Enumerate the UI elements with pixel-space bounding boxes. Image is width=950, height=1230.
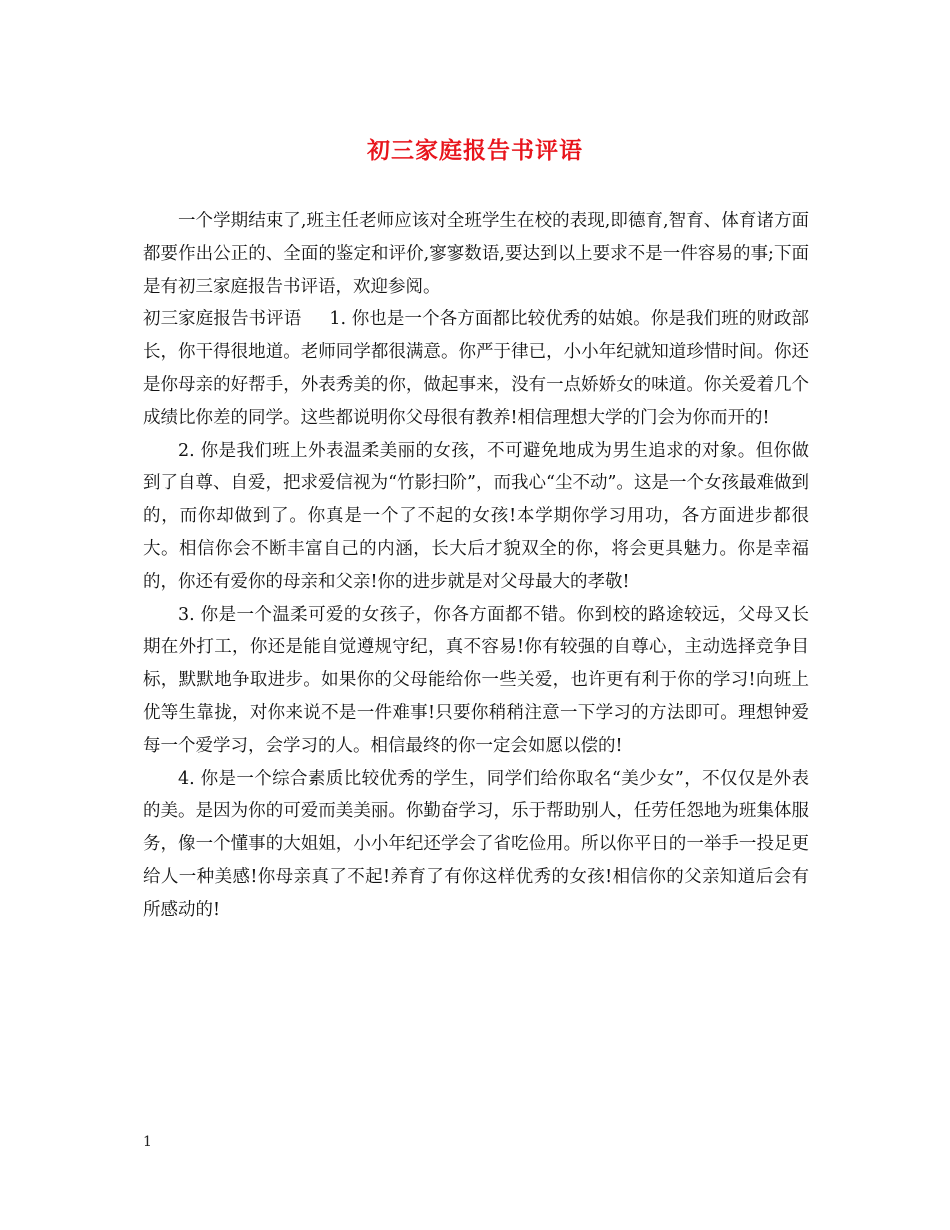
intro-paragraph: 一个学期结束了,班主任老师应该对全班学生在校的表现,即德育,智育、体育诸方面都要作出公正的、全面的鉴定和评价,寥寥数语,要达到以上要求不是一件容易的事;下面是有初三家庭报告书评语，欢迎参阅。 [143, 211, 809, 297]
document-title: 初三家庭报告书评语 [367, 137, 583, 164]
comment-paragraph-1 [143, 303, 809, 434]
page-number: 1 [143, 1134, 152, 1150]
document-body [143, 205, 809, 927]
comment-paragraph-4: 4. 你是一个综合素质比较优秀的学生，同学们给你取名“美少女”，不仅仅是外表的美。是因为你的可爱而美美丽。你勤奋学习，乐于帮助别人，任劳任怨地为班集体服务，像一个懂事的大姐姐，小小年纪还学会了省吃俭用。所以你平日的一举手一投足更给人一种美感!你母亲真了不起!养育了有你这样优秀的女孩!相信你的父亲知道后会有所感动的! [143, 768, 809, 920]
comment-paragraph-2: 2. 你是我们班上外表温柔美丽的女孩，不可避免地成为男生追求的对象。但你做到了自尊、自爱，把求爱信视为“竹影扫阶”，而我心“尘不动”。这是一个女孩最难做到的，而你却做到了。你真是一个了不起的女孩!本学期你学习用功，各方面进步都很大。相信你会不断丰富自己的内涵，长大后才貌双全的你，将会更具魅力。你是幸福的，你还有爱你的母亲和父亲!你的进步就是对父母最大的孝敬! [143, 440, 809, 592]
section-label: 初三家庭报告书评语 [143, 309, 302, 330]
comment-text-1: 1. 你也是一个各方面都比较优秀的姑娘。你是我们班的财政部长，你干得很地道。老师同学都很满意。你严于律已，小小年纪就知道珍惜时间。你还是你母亲的好帮手，外表秀美的你，做起事来，没有一点娇娇女的味道。你关爱着几个成绩比你差的同学。这些都说明你父母很有教养!相信理想大学的门会为你而开的! [143, 309, 810, 428]
comment-paragraph-3: 3. 你是一个温柔可爱的女孩子，你各方面都不错。你到校的路途较远，父母又长期在外打工，你还是能自觉遵规守纪，真不容易!你有较强的自尊心，主动选择竞争目标，默默地争取进步。如果你的父母能给你一些关爱，也许更有利于你的学习!向班上优等生靠拢，对你来说不是一件难事!只要你稍稍注意一下学习的方法即可。理想钟爱每一个爱学习，会学习的人。相信最终的你一定会如愿以偿的! [143, 604, 809, 756]
